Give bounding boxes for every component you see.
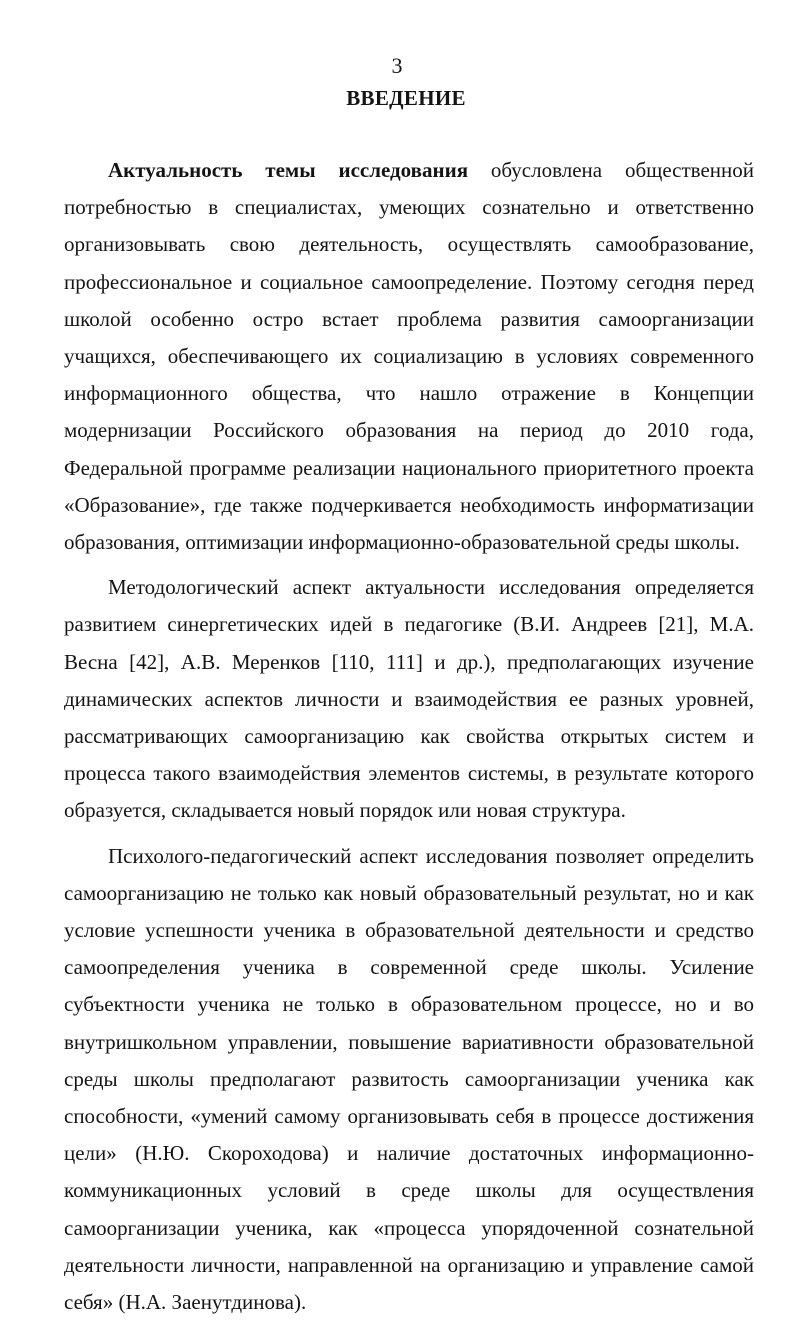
paragraph-methodological: Методологический аспект актуальности исследования определяется развитием синергетических идей в педагогике (В.И. Андреев [21], М.А. Весна [42], А.В. Меренков [110, 111] и др.), предполагающих изучение динамических аспектов личности и взаимодействия ее разных уровней, рассматривающих самоорганизацию как свойства открытых систем и процесса такого взаимодействия элементов системы, в результате которого образуется, складывается новый порядок или новая структура. xyxy=(64,575,754,823)
paragraph-relevance xyxy=(64,152,754,561)
paragraph-text: обусловлена общественной потребностью в специалистах, умеющих сознательно и ответственно организовывать свою деятельность, осуществлять самообразование, профессиональное и социальное самоопределение. Поэтому сегодня перед школой особенно остро встает проблема развития самоорганизации учащихся, обеспечивающего их социализацию в условиях современного информационного общества, что нашло отражение в Концепции модернизации Российского образования на период до 2010 года, Федеральной программе реализации национального приоритетного проекта «Образование», где также подчеркивается необходимость информатизации образования, оптимизации информационно-образовательной среды школы. xyxy=(64,158,754,555)
paragraph-lead: Актуальность темы исследования xyxy=(108,158,469,182)
paragraph-psychological: Психолого-педагогический аспект исследования позволяет определить самоорганизацию не только как новый образовательный результат, но и как условие успешности ученика в образовательной деятельности и средство самоопределения ученика в современной среде школы. Усиление субъектности ученика не только в образовательном процессе, но и во внутришкольном управлении, повышение вариативности образовательной среды школы предполагают развитость самоорганизации ученика как способности, «умений самому организовывать себя в процессе достижения цели» (Н.Ю. Скороходова) и наличие достаточных информационно-коммуникационных условий в среде школы для осуществления самоорганизации ученика, как «процесса упорядоченной сознательной деятельности личности, направленной на организацию и управление самой себя» (Н.А. Заенутдинова). xyxy=(64,843,754,1315)
section-heading: ВВЕДЕНИЕ xyxy=(346,86,466,110)
page-number: 3 xyxy=(391,53,403,78)
body-text xyxy=(64,152,754,1321)
